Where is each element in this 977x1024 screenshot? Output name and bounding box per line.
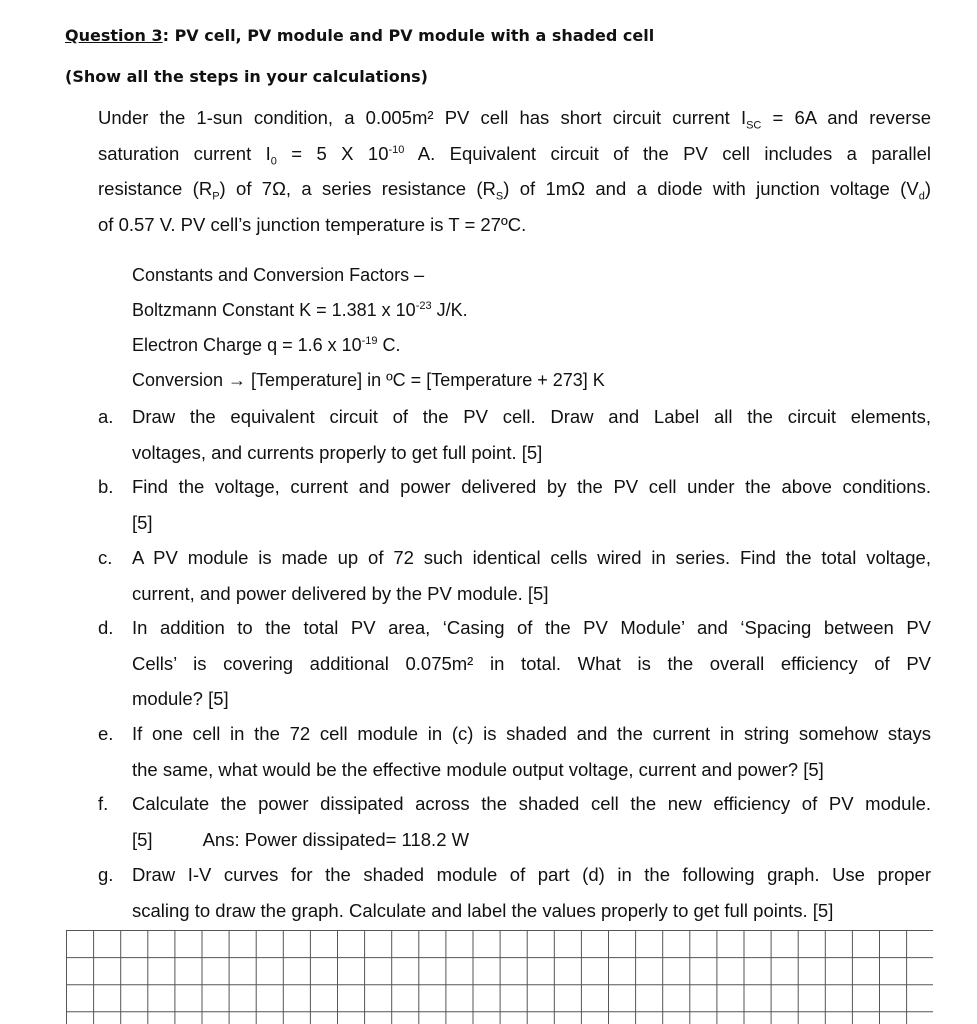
question-title-text: : PV cell, PV module and PV module with a shaded cell (162, 26, 655, 45)
intro-line: Under the 1-sun condition, a 0.005m² PV cell has short circuit current $I_{SC} = 6A$ and reverse (98, 107, 931, 132)
part-line: Find the voltage, current and power delivered by the PV cell under the above conditions. (132, 476, 931, 497)
part-label: g. (98, 864, 114, 885)
intro-line: of 0.57 V. PV cell’s junction temperature is T = 27ºC. (98, 213, 527, 235)
part-line: voltages, and currents properly to get full point. [5] (132, 441, 543, 463)
constants-heading: Constants and Conversion Factors – (132, 265, 425, 285)
part-g (98, 857, 931, 928)
part-label: a. (98, 406, 114, 427)
part-line: Draw the equivalent circuit of the PV cell. Draw and Label all the circuit elements, (132, 406, 931, 427)
electron-charge: Electron Charge q = 1.6 x $10^{-19}$ C. (132, 335, 401, 355)
part-line: scaling to draw the graph. Calculate and label the values properly to get full points. [5] (132, 899, 834, 921)
part-line: In addition to the total PV area, ‘Casing of the PV Module’ and ‘Spacing between PV (132, 617, 931, 638)
part-b (98, 469, 931, 540)
graph-grid-lines (66, 930, 933, 1024)
part-label: d. (98, 617, 114, 638)
part-label: c. (98, 547, 113, 568)
graph-grid[interactable] (66, 930, 933, 1024)
question-title (65, 26, 654, 45)
part-line: current, and power delivered by the PV module. [5] (132, 582, 549, 604)
intro-line: resistance $(R_P)$ of 7Ω, a series resistance $(R_S)$ of 1mΩ and a diode with junction voltage $(V_d)$ (98, 178, 931, 203)
intro-line: saturation current $I_0 = 5$ X $10^{-10}$ A. Equivalent circuit of the PV cell includes a parallel (98, 142, 931, 168)
part-c (98, 540, 931, 611)
intro-paragraph (98, 100, 931, 242)
boltzmann-constant: Boltzmann Constant K = 1.381 x $10^{-23}$ J/K. (132, 300, 468, 320)
part-line: A PV module is made up of 72 such identical cells wired in series. Find the total voltage, (132, 547, 931, 568)
part-line: Calculate the power dissipated across the shaded cell the new efficiency of PV module. (132, 793, 931, 814)
part-line: If one cell in the 72 cell module in (c) is shaded and the current in string somehow stays (132, 723, 931, 744)
temperature-conversion: Conversion → [Temperature] in ºC = [Temperature + 273] K (132, 370, 605, 390)
part-label: b. (98, 476, 114, 497)
answer-text: Ans: Power dissipated= 118.2 W (202, 828, 470, 850)
part-e (98, 716, 931, 787)
part-line: module? [5] (132, 688, 229, 709)
part-d (98, 610, 931, 717)
instruction-text: (Show all the steps in your calculations) (65, 67, 428, 86)
part-line: the same, what would be the effective module output voltage, current and power? [5] (132, 758, 824, 780)
part-label: f. (98, 793, 109, 814)
part-line: Draw I-V curves for the shaded module of part (d) in the following graph. Use proper (132, 864, 931, 885)
part-line: Cells’ is covering additional 0.075m² in total. What is the overall efficiency of PV (132, 652, 931, 674)
part-a (98, 399, 931, 470)
part-line: [5] (132, 511, 153, 533)
question-number: Question 3 (65, 26, 163, 45)
part-line: [5] Ans: Power dissipated= 118.2 W (132, 828, 470, 850)
part-f (98, 786, 931, 857)
part-label: e. (98, 723, 114, 744)
